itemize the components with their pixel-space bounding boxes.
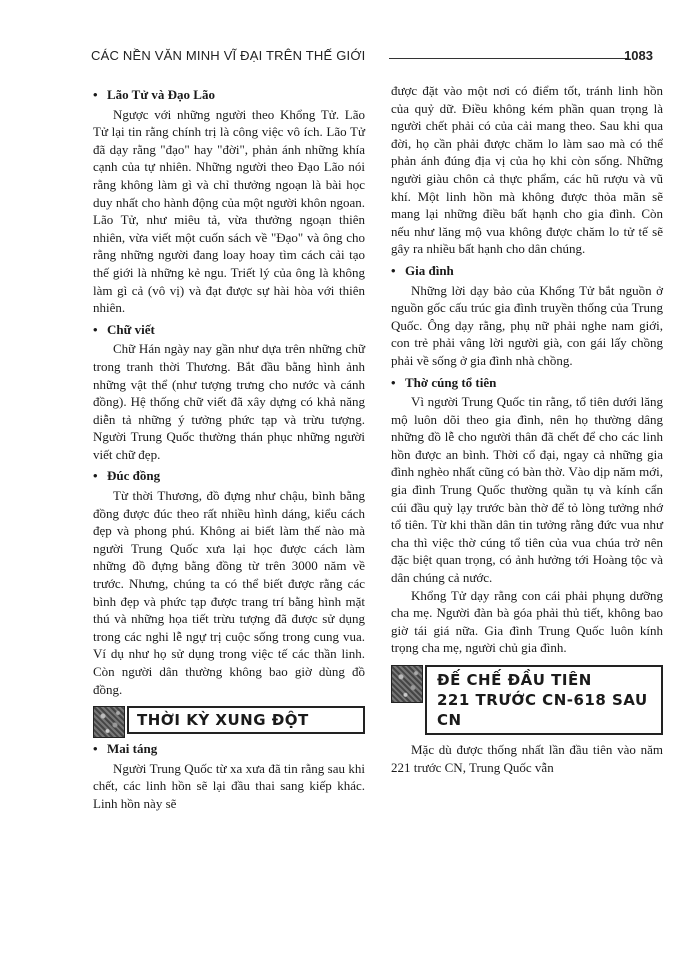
section-heading-chu-viet (93, 321, 365, 339)
page-header (91, 46, 653, 72)
paragraph-final: Mặc dù được thống nhất lần đầu tiên vào năm 221 trước CN, Trung Quốc vẫn (391, 742, 663, 775)
section-box-title (425, 665, 663, 735)
bullet-icon: • (93, 741, 98, 757)
running-title: CÁC NỀN VĂN MINH VĨ ĐẠI TRÊN THẾ GIỚI (91, 48, 366, 63)
bullet-icon: • (391, 374, 396, 390)
heading-text: Thờ cúng tổ tiên (405, 374, 497, 390)
bullet-icon: • (391, 262, 396, 278)
section-box-first-empire (391, 665, 663, 735)
bullet-icon: • (93, 321, 98, 337)
paragraph-tho-cung-1: Vì người Trung Quốc tin rằng, tổ tiên dưới lăng mộ luôn dõi theo gia đình, nên họ thường dâng những đồ lễ cho người thân đã chết để cho các linh hồn được an bình. Thời cổ đại, ngay cả những gia đình nghèo nhất cũng có bàn thờ. Vào dịp năm mới, gia đình Trung Quốc thường quần tụ và kính cẩn cúi đầu quỳ lạy trước bàn thờ để tỏ lòng tưởng nhớ tổ tiên. Từ khi thần dân tin tưởng rằng đức vua như cha thì việc thờ cúng tổ tiên của vua chúa trở nên đặc biệt quan trọng, có ảnh hưởng tới Hoàng tộc và dân chúng cả nước. (391, 394, 663, 586)
heading-text: Chữ viết (107, 321, 155, 337)
section-heading-mai-tang (93, 740, 365, 758)
paragraph-lao-tu: Ngược với những người theo Khổng Tử. Lão Tử lại tin rằng chính trị là công việc vô ích. Lão Tử đã dạy rằng "đạo" hay "đời", phản ánh những khía cạnh của tự nhiên. Những người theo Đạo Lão nói rằng không làm gì và chỉ thưởng ngoạn là bài học duy nhất cho hành động của một người khôn ngoan. Lão Tử, như miêu tả, vừa thưởng ngoạn thiên nhiên, vừa viết một cuốn sách về "Đạo" và ông cho rằng những người đang loay hoay tìm cách cải tạo thế giới là những kẻ ngu. Triết lý của ông là không làm gì cả (vô vị) và đạt được sự hài hòa với thiên nhiên. (93, 106, 365, 316)
bullet-icon: • (93, 468, 98, 484)
heading-text: Gia đình (405, 262, 454, 278)
section-box-line-2: 221 TRƯỚC CN-618 SAU CN (437, 691, 648, 729)
section-box-conflict-period (93, 706, 365, 734)
section-heading-lao-tu (93, 86, 365, 104)
header-rule (389, 58, 629, 59)
heading-text: Đúc đồng (107, 468, 161, 484)
heading-text: Lão Tử và Đạo Lão (107, 87, 215, 102)
section-heading-tho-cung (391, 374, 663, 392)
heading-text: Mai táng (107, 741, 158, 757)
paragraph-tho-cung-2: Khổng Tử dạy rằng con cái phải phụng dưỡng cha mẹ. Người đàn bà góa phải thủ tiết, không bao giờ tái giá nữa. Gia đình Trung Quốc luôn kính trọng cha mẹ, người chủ gia đình. (391, 587, 663, 656)
paragraph-continuation: được đặt vào một nơi có điểm tốt, tránh linh hồn của quỷ dữ. Điều không kém phần quan trọng là người chết phải có của cải mang theo. Sau khi qua đời, họ cần phải được chăm lo làm sao mà có thể phản ánh đúng địa vị của họ khi còn sống. Những người giàu chôn cả thực phẩm, các hũ rượu và vũ khí. Một linh hồn mà không được thỏa mãn sẽ mang lại những điều bất hạnh cho gia đình. Còn nếu như lăng mộ vua không được chăm lo tử tế sẽ gây ra nhiều bất hạnh cho dân chúng. (391, 83, 663, 257)
section-box-line-1: ĐẾ CHẾ ĐẦU TIÊN (437, 671, 592, 689)
section-heading-gia-dinh (391, 262, 663, 280)
paragraph-mai-tang: Người Trung Quốc từ xa xưa đã tin rằng sau khi chết, các linh hồn sẽ lại đầu thai sang kiếp khác. Linh hồn này sẽ (93, 760, 365, 811)
section-box-title: THỜI KỲ XUNG ĐỘT (127, 706, 365, 734)
section-ornament-icon (93, 706, 125, 738)
section-ornament-icon (391, 665, 423, 703)
section-heading-duc-dong (93, 467, 365, 485)
bullet-icon: • (93, 87, 98, 102)
paragraph-duc-dong: Từ thời Thương, đồ đựng như chậu, bình bằng đồng được đúc theo rất nhiều hình dáng, kiểu cách đẹp và phong phú. Không ai biết làm thế nào mà người Trung Quốc xưa lại học được cách làm những đồ đựng bằng đồng từ trên 3000 năm về trước. Nhưng, chúng ta có thể biết được rằng các bình đẹp và phức tạp được trang trí bằng hình mặt thú và những họa tiết trừu tượng đã được sử dụng trong các nghi lễ ngự trị cuộc sống trong cung vua. Ví dụ như họ sử dụng trong việc tế các thần linh. Còn người dân thường không bao giờ dùng đồ đồng. (93, 488, 365, 697)
paragraph-gia-dinh: Những lời dạy bảo của Khổng Tử bắt nguồn ở nguồn gốc cấu trúc gia đình truyền thống của Trung Quốc. Ông dạy rằng, phụ nữ phải nghe nam giới, con trẻ phải vâng lời người già, con gái lấy chồng phải về sống ở gia đình nhà chồng. (391, 282, 663, 368)
page-number: 1083 (624, 48, 653, 63)
left-column (93, 82, 365, 813)
right-column (391, 82, 663, 776)
paragraph-chu-viet: Chữ Hán ngày nay gần như dựa trên những chữ trong tranh thời Thương. Bắt đầu bằng hình ảnh những vật thể (như tượng trưng cho nước và cánh đồng). Hệ thống chữ viết đã xây dựng có khả năng diễn tả những ý tưởng phức tạp và trừu tượng. Người Trung Quốc thường thán phục những người viết chữ đẹp. (93, 341, 365, 462)
